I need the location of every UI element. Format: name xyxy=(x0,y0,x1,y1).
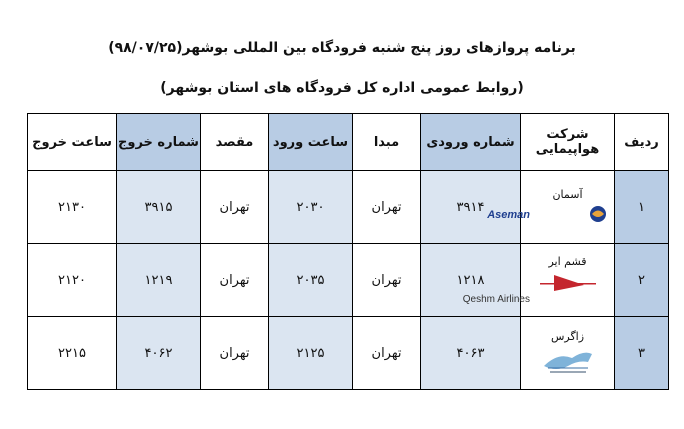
page-title: برنامه پروازهای روز پنج شنبه فرودگاه بین المللی بوشهر(۹۸/۰۷/۲۵) xyxy=(108,40,576,56)
dest: تهران xyxy=(201,317,269,390)
row-index: ۲ xyxy=(615,244,669,317)
airline-cell xyxy=(521,317,615,390)
in-no: ۱۲۱۸ xyxy=(421,244,521,317)
dest: تهران xyxy=(201,171,269,244)
flight-schedule-table xyxy=(27,113,669,390)
origin: تهران xyxy=(353,171,421,244)
table-row xyxy=(28,317,669,390)
page-subtitle: (روابط عمومی اداره کل فرودگاه های استان بوشهر) xyxy=(160,80,524,96)
dep-time: ۲۲۱۵ xyxy=(28,317,117,390)
dep-time: ۲۱۳۰ xyxy=(28,171,117,244)
arr-time: ۲۰۳۵ xyxy=(269,244,353,317)
table-row xyxy=(28,171,669,244)
out-no: ۳۹۱۵ xyxy=(117,171,201,244)
svg-text:Aseman: Aseman xyxy=(486,209,530,221)
col-header-arr-time: ساعت ورود xyxy=(269,114,353,171)
col-header-out-no: شماره خروج xyxy=(117,114,201,171)
airline-cell xyxy=(486,171,615,244)
arr-time: ۲۱۲۵ xyxy=(269,317,353,390)
aseman-logo-icon xyxy=(486,204,608,226)
airline-name: آسمان xyxy=(552,188,583,201)
col-header-dep-time: ساعت خروج xyxy=(28,114,117,171)
table-row xyxy=(28,244,669,317)
svg-text:Qeshm Airlines: Qeshm Airlines xyxy=(462,294,530,305)
col-header-in-no: شماره ورودی xyxy=(421,114,521,171)
col-header-index: ردیف xyxy=(615,114,669,171)
arr-time: ۲۰۳۰ xyxy=(269,171,353,244)
airline-name: قشم ایر xyxy=(548,255,587,268)
out-no: ۱۲۱۹ xyxy=(117,244,201,317)
col-header-origin: مبدا xyxy=(353,114,421,171)
zagros-logo-icon xyxy=(538,346,598,376)
col-header-airline: شرکت هواپیمایی xyxy=(521,114,615,171)
in-no: ۳۹۱۴ xyxy=(421,171,521,244)
dep-time: ۲۱۲۰ xyxy=(28,244,117,317)
out-no: ۴۰۶۲ xyxy=(117,317,201,390)
origin: تهران xyxy=(353,244,421,317)
row-index: ۳ xyxy=(615,317,669,390)
row-index: ۱ xyxy=(615,171,669,244)
dest: تهران xyxy=(201,244,269,317)
table-header-row xyxy=(28,114,669,171)
in-no: ۴۰۶۳ xyxy=(421,317,521,390)
airline-name: زاگرس xyxy=(550,330,585,343)
origin: تهران xyxy=(353,317,421,390)
col-header-dest: مقصد xyxy=(201,114,269,171)
